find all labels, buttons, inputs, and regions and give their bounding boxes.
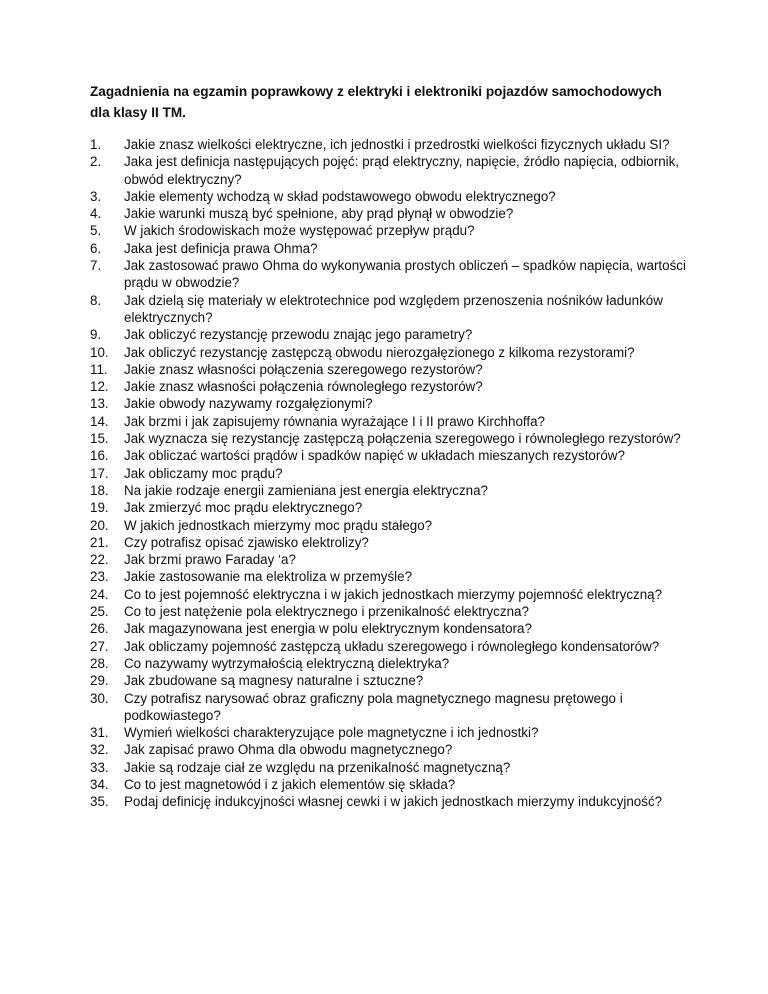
question-number: 29. xyxy=(90,673,109,689)
question-number: 3. xyxy=(90,188,102,204)
title-line-2: dla klasy II TM. xyxy=(90,105,186,120)
question-text: Jaka jest definicja następujących pojęć: prąd elektryczny, napięcie, źródło napięcia, odbiornik, obwód elektryczny? xyxy=(124,154,680,187)
question-text: Jak zastosować prawo Ohma do wykonywania prostych obliczeń – spadków napięcia, wartości prądu w obwodzie? xyxy=(124,258,686,291)
question-text: Jakie warunki muszą być spełnione, aby prąd płynął w obwodzie? xyxy=(124,206,514,222)
question-text: Jak brzmi prawo Faraday ‘a? xyxy=(124,552,296,568)
question-text: Podaj definicję indukcyjności własnej cewki i w jakich jednostkach mierzymy indukcyjność? xyxy=(124,794,663,810)
question-text: Czy potrafisz opisać zjawisko elektrolizy? xyxy=(124,534,369,550)
question-number: 15. xyxy=(90,431,109,447)
question-number: 7. xyxy=(90,258,102,274)
question-number: 27. xyxy=(90,638,109,654)
question-text: Jak obliczać wartości prądów i spadków napięć w układach mieszanych rezystorów? xyxy=(124,448,625,464)
question-text: Jakie zastosowanie ma elektroliza w przemyśle? xyxy=(124,569,413,585)
question-item xyxy=(90,240,690,257)
question-text: Jakie znasz własności połączenia równoległego rezystorów? xyxy=(124,379,483,395)
question-item xyxy=(90,724,690,741)
question-item xyxy=(90,257,690,292)
question-text: Jak obliczyć rezystancję przewodu znając jego parametry? xyxy=(124,327,473,343)
question-item xyxy=(90,499,690,516)
question-text: Na jakie rodzaje energii zamieniana jest energia elektryczna? xyxy=(124,482,488,498)
question-text: Wymień wielkości charakteryzujące pole magnetyczne i ich jednostki? xyxy=(124,725,539,741)
question-number: 22. xyxy=(90,552,109,568)
question-number: 26. xyxy=(90,621,109,637)
question-number: 14. xyxy=(90,413,109,429)
question-item xyxy=(90,205,690,222)
question-number: 33. xyxy=(90,759,109,775)
question-item xyxy=(90,534,690,551)
question-text: Jak obliczyć rezystancję zastępczą obwodu nierozgałęzionego z kilkoma rezystorami? xyxy=(124,344,635,360)
question-text: Jakie są rodzaje ciał ze względu na przenikalność magnetyczną? xyxy=(124,759,511,775)
question-number: 32. xyxy=(90,742,109,758)
question-number: 16. xyxy=(90,448,109,464)
question-text: Jak obliczamy pojemność zastępczą układu szeregowego i równoległego kondensatorów? xyxy=(124,638,660,654)
question-number: 18. xyxy=(90,482,109,498)
question-text: W jakich jednostkach mierzymy moc prądu stałego? xyxy=(124,517,433,533)
question-item xyxy=(90,568,690,585)
question-text: Jakie znasz wielkości elektryczne, ich jednostki i przedrostki wielkości fizycznych układu SI? xyxy=(124,137,670,152)
question-number: 1. xyxy=(90,137,102,152)
question-number: 12. xyxy=(90,379,109,395)
question-text: Jakie obwody nazywamy rozgałęzionymi? xyxy=(124,396,373,412)
question-text: Co nazywamy wytrzymałością elektryczną dielektryka? xyxy=(124,655,450,671)
question-number: 20. xyxy=(90,517,109,533)
question-item xyxy=(90,378,690,395)
question-text: Jak dzielą się materiały w elektrotechnice pod względem przenoszenia nośników ładunków elektrycznych? xyxy=(124,292,663,325)
question-text: Jak zbudowane są magnesy naturalne i sztuczne? xyxy=(124,673,424,689)
question-number: 31. xyxy=(90,725,109,741)
question-text: Jakie elementy wchodzą w skład podstawowego obwodu elektrycznego? xyxy=(124,188,556,204)
question-number: 23. xyxy=(90,569,109,585)
title-line-1: Zagadnienia na egzamin poprawkowy z elektryki i elektroniki pojazdów samochodowych xyxy=(90,84,662,99)
document-title xyxy=(90,81,690,123)
question-number: 4. xyxy=(90,206,102,222)
question-number: 8. xyxy=(90,292,102,308)
question-item xyxy=(90,344,690,361)
question-number: 30. xyxy=(90,690,109,706)
question-text: Jak brzmi i jak zapisujemy równania wyrażające I i II prawo Kirchhoffa? xyxy=(124,413,545,429)
question-text: Jak zmierzyć moc prądu elektrycznego? xyxy=(124,500,363,516)
question-text: Jakie znasz własności połączenia szeregowego rezystorów? xyxy=(124,361,483,377)
question-list xyxy=(90,136,690,811)
question-item xyxy=(90,586,690,603)
question-item xyxy=(90,361,690,378)
question-item xyxy=(90,741,690,758)
question-number: 34. xyxy=(90,776,109,792)
question-item xyxy=(90,638,690,655)
question-text: Co to jest pojemność elektryczna i w jakich jednostkach mierzymy pojemność elektryczną? xyxy=(124,586,663,602)
question-text: Jak wyznacza się rezystancję zastępczą połączenia szeregowego i równoległego rezystorów? xyxy=(124,431,681,447)
question-item xyxy=(90,447,690,464)
question-item xyxy=(90,465,690,482)
question-item xyxy=(90,655,690,672)
question-number: 24. xyxy=(90,586,109,602)
question-text: Czy potrafisz narysować obraz graficzny pola magnetycznego magnesu prętowego i podkowiastego? xyxy=(124,690,623,723)
question-item xyxy=(90,188,690,205)
question-text: Jak magazynowana jest energia w polu elektrycznym kondensatora? xyxy=(124,621,532,637)
question-text: Jak obliczamy moc prądu? xyxy=(124,465,283,481)
question-text: Co to jest magnetowód i z jakich elementów się składa? xyxy=(124,776,456,792)
question-item xyxy=(90,620,690,637)
question-item xyxy=(90,517,690,534)
question-item xyxy=(90,482,690,499)
question-item xyxy=(90,136,690,153)
question-item xyxy=(90,793,690,810)
question-number: 10. xyxy=(90,344,109,360)
question-item xyxy=(90,672,690,689)
question-number: 19. xyxy=(90,500,109,516)
question-number: 2. xyxy=(90,154,102,170)
question-number: 17. xyxy=(90,465,109,481)
question-item xyxy=(90,222,690,239)
question-number: 35. xyxy=(90,794,109,810)
question-number: 25. xyxy=(90,604,109,620)
question-item xyxy=(90,395,690,412)
question-number: 11. xyxy=(90,361,108,377)
question-item xyxy=(90,776,690,793)
question-item xyxy=(90,690,690,725)
question-item xyxy=(90,292,690,327)
question-item xyxy=(90,759,690,776)
question-item xyxy=(90,153,690,188)
question-number: 28. xyxy=(90,655,109,671)
question-text: Jaka jest definicja prawa Ohma? xyxy=(124,240,318,256)
question-number: 21. xyxy=(90,534,109,550)
question-number: 6. xyxy=(90,240,102,256)
question-number: 9. xyxy=(90,327,102,343)
question-item xyxy=(90,413,690,430)
question-item xyxy=(90,551,690,568)
question-number: 13. xyxy=(90,396,109,412)
question-item xyxy=(90,326,690,343)
question-text: Co to jest natężenie pola elektrycznego i przenikalność elektryczna? xyxy=(124,604,529,620)
question-number: 5. xyxy=(90,223,102,239)
question-item xyxy=(90,603,690,620)
question-text: W jakich środowiskach może występować przepływ prądu? xyxy=(124,223,475,239)
question-text: Jak zapisać prawo Ohma dla obwodu magnetycznego? xyxy=(124,742,453,758)
question-item xyxy=(90,430,690,447)
